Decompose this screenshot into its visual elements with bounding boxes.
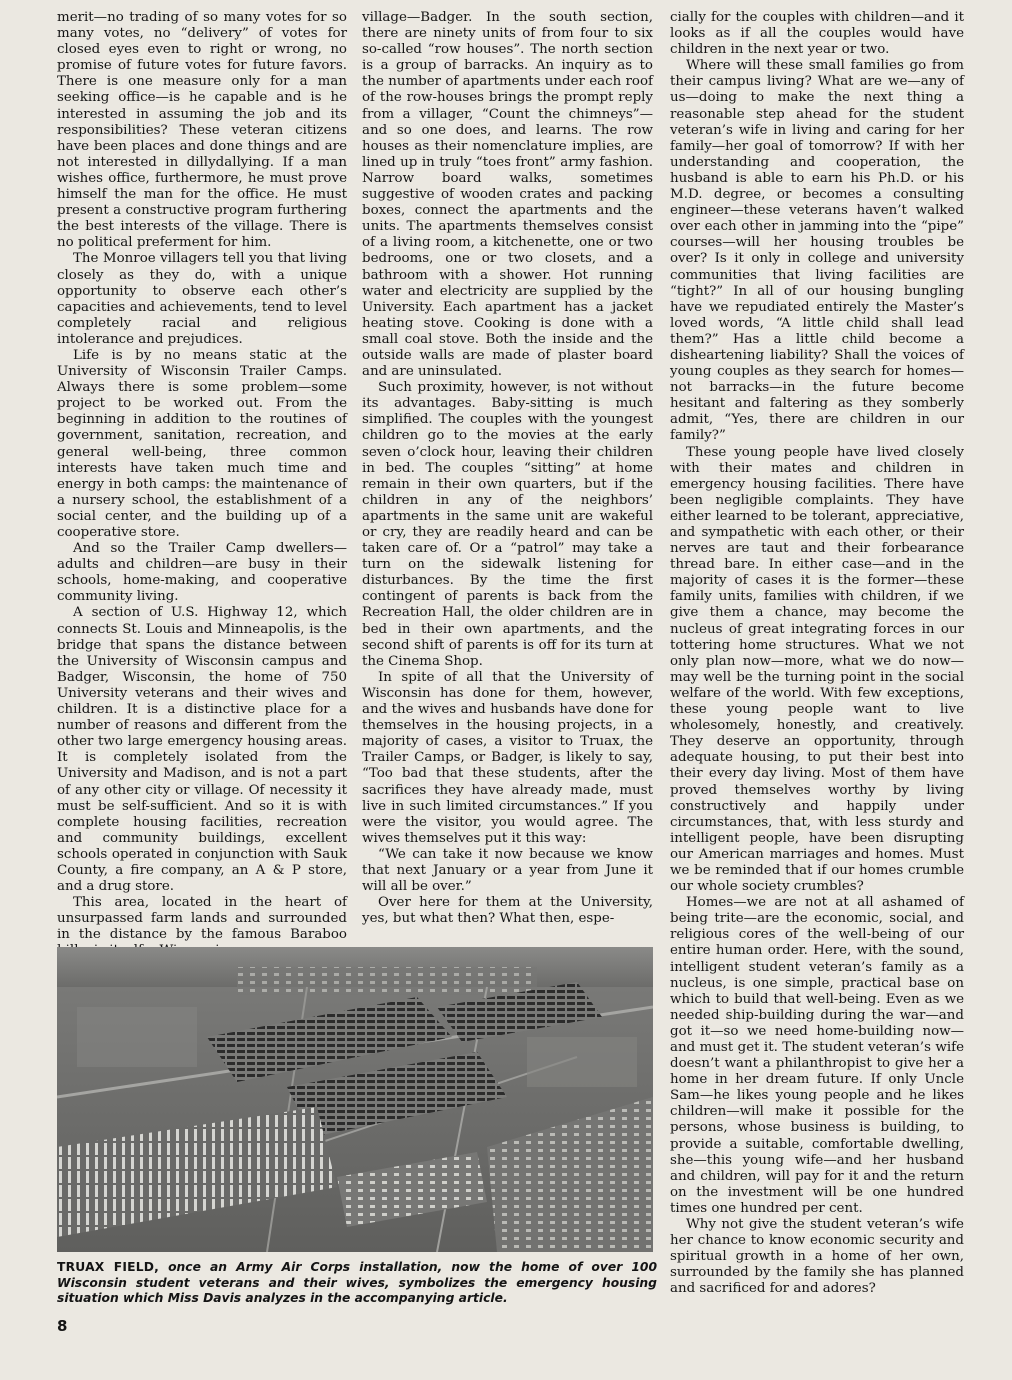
paragraph: The Monroe villagers tell you that living closely as they do, with a unique opportunity to observe each other’s capacities and achievements, tend to level completely racial and religious intolerance and prejudices. [57,251,347,347]
photo-caption [57,1260,657,1307]
paragraph: In spite of all that the University of Wisconsin has done for them, however, and the wives and husbands have done for themselves in the housing projects, in a majority of cases, a visitor to Truax, the Trailer Camps, or Badger, is likely to say, “Too bad that these students, after the sacrifices they have already made, must live in such limited circumstances.” If you were the visitor, you would agree. The wives themselves put it this way: [362,669,653,846]
paragraph: village—Badger. In the south section, there are ninety units of from four to six so-called “row houses”. The north section is a group of barracks. An inquiry as to the number of apartments under each roof of the row-houses brings the prompt reply from a villager, “Count the chimneys”—and so one does, and learns. The row houses as their nomenclature implies, are lined up in truly “toes front” army fashion. Narrow board walks, sometimes suggestive of wooden crates and packing boxes, connect the apartments and the units. The apartments themselves consist of a living room, a kitchenette, one or two bedrooms, one or two closets, and a bathroom with a shower. Hot running water and electricity are supplied by the University. Each apartment has a jacket heating stove. Cooking is done with a small coal stove. Both the inside and the outside walls are made of plaster board and are uninsulated. [362,10,653,380]
paragraph: Why not give the student veteran’s wife her chance to know economic security and spiritual growth in a home of her own, surrounded by the family she has planned and sacrificed for and adores? [670,1217,964,1297]
paragraph: Where will these small families go from their campus living? What are we—any of us—doing to make the next thing a reasonable step ahead for the student veteran’s wife in living and caring for her family—her goal of tomorrow? If with her understanding and cooperation, the husband is able to earn his Ph.D. or his M.D. degree, or becomes a consulting engineer—these veterans haven’t walked over each other in jamming into the “pipe” courses—will her housing troubles be over? Is it only in college and university communities that living facilities are “tight?” In all of our housing bungling have we repudiated entirely the Master’s loved words, “A little child shall lead them?” Has a little child become a disheartening liability? Shall the voices of young couples as they search for homes—not barracks—in the future become hesitant and faltering as they somberly admit, “Yes, there are children in our family?” [670,58,964,444]
caption-text: once an Army Air Corps installation, now the home of over 100 Wisconsin student veterans and their wives, symbolizes the emergency housing situation which Miss Davis analyzes in the accompanying article. [57,1260,658,1305]
paragraph: Life is by no means static at the University of Wisconsin Trailer Camps. Always there is some problem—some project to be worked out. From the beginning in addition to the routines of government, sanitation, recreation, and general well-being, three common interests have taken much time and energy in both camps: the maintenance of a nursery school, the establishment of a social center, and the building up of a cooperative store. [57,347,347,540]
paragraph: And so the Trailer Camp dwellers—adults and children—are busy in their schools, home-making, and cooperative community living. [57,541,347,605]
text-column-1 [57,10,347,960]
caption-lead: TRUAX FIELD, [57,1260,160,1274]
paragraph: Such proximity, however, is not without its advantages. Baby-sitting is much simplified. The couples with the youngest children go to the movies at the early seven o’clock hour, leaving their children in bed. The couples “sitting” at home remain in their own quarters, but if the children in any of the neighbors’ apartments in the same unit are wakeful or cry, they are readily heard and can be taken care of. Or a “patrol” may take a turn on the sidewalk listening for disturbances. By the time the first contingent of parents is back from the Recreation Hall, the older children are in bed in their own apartments, and the second shift of parents is off for its turn at the Cinema Shop. [362,380,653,669]
paragraph: A section of U.S. Highway 12, which connects St. Louis and Minneapolis, is the bridge that spans the distance between the University of Wisconsin campus and Badger, Wisconsin, the home of 750 University veterans and their wives and children. It is a distinctive place for a number of reasons and different from the other two large emergency housing areas. It is completely isolated from the University and Madison, and is not a part of any other city or village. Of necessity it must be self-sufficient. And so it is with complete housing facilities, recreation and community buildings, excellent schools operated in conjunction with Sauk County, a fire company, an A & P store, and a drug store. [57,605,347,895]
aerial-photo-image [57,947,653,1252]
paragraph: These young people have lived closely with their mates and children in emergency housing facilities. There have been negligible complaints. They have either learned to be tolerant, appreciative, and sympathetic with each other, or their nerves are taut and their forbearance thread bare. In either case—and in the majority of cases it is the former—these family units, families with children, if we give them a chance, may become the nucleus of great integrating forces in our tottering home structures. What we not only plan now—more, what we do now—may well be the turning point in the social welfare of the world. With few exceptions, these young people want to live wholesomely, honestly, and creatively. They deserve an opportunity, through adequate housing, to put their best into their every day living. Most of them have proved themselves worthy by living constructively and happily under circumstances, that, with less sturdy and intelligent people, have been disrupting our American marriages and homes. Must we be reminded that if our homes crumble our whole society crumbles? [670,444,964,895]
page-number: 8 [57,1317,68,1335]
aerial-photo [57,947,653,1252]
paragraph: Homes—we are not at all ashamed of being trite—are the economic, social, and religious cores of the well-being of our entire human order. Here, with the sound, intelligent student veteran’s family as a nucleus, is one simple, practical base on which to build that well-being. Even as we needed ship-building during the war—and got it—so we need home-building now—and must get it. The student veteran’s wife doesn’t want a philanthropist to give her a home in her dream future. If only Uncle Sam—he likes young people and he likes children—will make it possible for the persons, whose business is building, to provide a suitable, comfortable dwelling, she—this young wife—and her husband and children, will pay for it and the return on the investment will be one hundred times one hundred per cent. [670,895,964,1216]
paragraph: This area, located in the heart of unsurpassed farm lands and surrounded in the distance by the famous Baraboo [57,895,347,943]
paragraph: merit—no trading of so many votes for so many votes, no “delivery” of votes for closed eyes even to right or wrong, no promise of future votes for future favors. There is one measure only for a man seeking office—is he capable and is he interested in assuming the job and its responsibilities? These veteran citizens have been places and done things and are not interested in dillydallying. If a man wishes office, furthermore, he must prove himself the man for the office. He must present a constructive program furthering the best interests of the village. There is no political preferment for him. [57,10,347,251]
paragraph: “We can take it now because we know that next January or a year from June it will all be over.” [362,846,653,895]
text-column-3 [670,10,964,1298]
paragraph: cially for the couples with children—and it looks as if all the couples would have children in the next year or two. [670,10,964,58]
text-column-2 [362,10,653,927]
paragraph: Over here for them at the University, yes, but what then? What then, espe- [362,895,653,927]
